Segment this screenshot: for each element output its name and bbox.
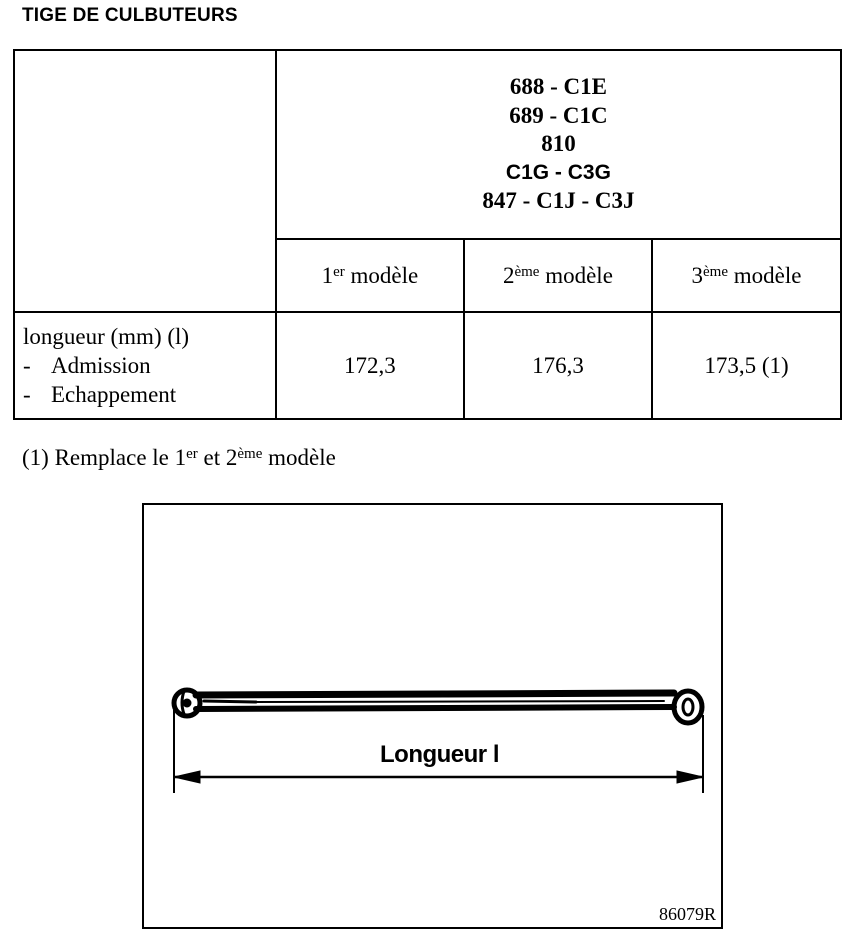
length-label: longueur (mm) (l) (23, 324, 190, 349)
list-dash: - (23, 382, 31, 407)
engine-codes-cell (276, 50, 841, 239)
footnote-suffix: modèle (262, 445, 336, 470)
pushrod-drawing (144, 505, 720, 926)
length-row-header (14, 312, 276, 419)
right-cup-end (674, 691, 702, 723)
engine-code: C1G - C3G (505, 160, 611, 184)
figure-reference: 86079R (658, 904, 716, 924)
model-number: 2 (502, 262, 515, 288)
document-title: TIGE DE CULBUTEURS (22, 5, 238, 26)
value-model-3: 173,5 (1) (652, 312, 841, 419)
model-ordinal: ème (514, 263, 540, 280)
model-header-2 (464, 239, 652, 312)
footnote-sup-2: ème (237, 446, 263, 462)
pushrod-rod (182, 691, 674, 714)
model-label: modèle (344, 262, 419, 288)
model-label: modèle (539, 262, 613, 288)
dimension-line (174, 771, 703, 783)
value-model-1: 172,3 (276, 312, 464, 419)
model-number: 1 (321, 262, 334, 288)
exhaust-item (23, 380, 275, 409)
model-ordinal: ème (703, 263, 728, 280)
engine-header-row (14, 50, 841, 239)
engine-code: 810 (541, 131, 576, 157)
footnote (22, 445, 336, 471)
spec-table (13, 49, 842, 420)
model-header-3 (652, 239, 841, 312)
engine-code: 847 - C1J - C3J (482, 188, 635, 214)
admission-item (23, 351, 275, 380)
dimension-label: Longueur l (380, 741, 499, 768)
empty-corner-cell (14, 50, 276, 312)
footnote-middle: et 2 (197, 445, 238, 470)
engine-code: 688 - C1E (509, 74, 607, 100)
engine-code: 689 - C1C (509, 102, 608, 128)
list-dash: - (23, 353, 31, 378)
left-ball-end (174, 690, 200, 716)
value-model-2: 176,3 (464, 312, 652, 419)
model-header-1 (276, 239, 464, 312)
exhaust-label: Echappement (51, 382, 177, 407)
footnote-prefix: (1) Remplace le 1 (22, 445, 187, 470)
model-label: modèle (727, 262, 802, 288)
length-row (14, 312, 841, 419)
footnote-sup-1: er (186, 446, 198, 462)
admission-label: Admission (51, 353, 151, 378)
pushrod-figure (142, 503, 723, 929)
model-number: 3 (691, 262, 703, 288)
model-ordinal: er (333, 263, 345, 280)
